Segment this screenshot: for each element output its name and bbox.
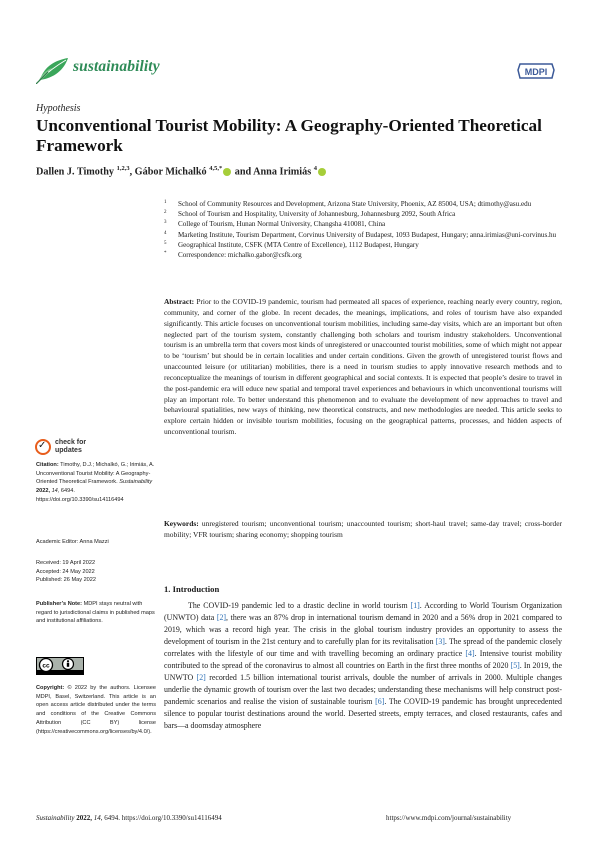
- section-heading: 1. Introduction: [164, 584, 220, 594]
- citation-journal: Sustainability: [119, 479, 153, 486]
- keywords: [164, 519, 562, 541]
- author-1-affil: 1,2,3: [116, 165, 130, 172]
- intro-text: . According to World Tourism Organization (UNWTO) data: [164, 601, 562, 623]
- author-1[interactable]: Dallen J. Timothy: [36, 166, 115, 178]
- article-title: Unconventional Tourist Mobility: A Geography-Oriented Theoretical Framework: [36, 116, 542, 155]
- accepted-date: Accepted: 24 May 2022: [36, 568, 95, 575]
- intro-text: The COVID-19 pandemic led to a drastic decline in world tourism: [188, 601, 408, 610]
- reference-link[interactable]: [2]: [196, 673, 206, 683]
- abstract-text: Prior to the COVID-19 pandemic, tourism had permeated all spaces of experience, reaching nearly every country, region, community, and corner of the globe. In recent decades, the meanings, implications, and roles of tourism have also expanded significantly. This article focuses on unconventional tourism mobilities, including same-day visits, which are an important but often neglected part of the tourism system, constantly challenging both scholars and tourism industry stakeholders. Unconventional tourism is an umbrella term that covers most kinds of unregistered or unaccounted tourist mobilities, some of which might not appear to be ‘tourism’ but should be in certain localities and under certain conditions. Given the growth of unregistered tourist flows and unaccounted leisure (or utilitarian) mobilities, there is a need in tourism studies to apply innovative research methods and to reconceptualize the meanings of tourism in different geographical and social contexts. It is expected that people’s desire to travel in the post-pandemic era will educe new spatial and temporal travel experiences and behaviours in which unconventional tourisms will play an important role. To better understand this phenomenon and to evaluate the development of new approaches to travel and behavioural spatialities, new ways of thinking, new theoretical constructs, and new methodologies are needed. This article seeks to explore certain hidden or invisible tourism mobilities, focusing on the geographical patterns, processes, and hidden aspects of unconventional tourism.: [164, 297, 562, 437]
- affiliation-text: Geographical Institute, CSFK (MTA Centre of Excellence), 1112 Budapest, Hungary: [178, 240, 419, 249]
- citation-doi-link[interactable]: 6494. https://doi.org/10.3390/su14116494: [36, 488, 124, 503]
- affiliation-number: 2: [164, 210, 167, 216]
- reference-link[interactable]: [3]: [435, 637, 445, 647]
- correspondence-email[interactable]: Correspondence: michalko.gabor@csfk.org: [178, 251, 302, 260]
- author-3-affil: 4: [313, 165, 317, 172]
- affiliation-number: 5: [164, 240, 167, 246]
- publisher-note-text: MDPI stays neutral with regard to jurisdictional claims in published maps and institutional affiliations.: [36, 601, 155, 625]
- affiliation-row: [164, 199, 564, 209]
- affiliation-row: [164, 219, 564, 229]
- svg-text:cc: cc: [42, 662, 50, 670]
- affiliation-text: School of Tourism and Hospitality, University of Johannesburg, Johannesburg 2092, South Africa: [178, 210, 456, 219]
- published-date: Published: 26 May 2022: [36, 577, 97, 584]
- intro-text: . Intensive tourist mobility contributed to the spread of the coronavirus to almost all countries on Earth in the first three months of 2020: [164, 649, 562, 671]
- affiliation-text: School of Community Resources and Development, Arizona State University, Phoenix, AZ 85004, USA; dtimothy@asu.edu: [178, 200, 532, 208]
- intro-text: . In 2019, the UNWTO: [164, 661, 562, 683]
- reference-link[interactable]: [6]: [375, 697, 385, 707]
- article-type: Hypothesis: [36, 103, 81, 114]
- footer-year: 2022,: [76, 814, 92, 822]
- abstract-label: Abstract:: [164, 297, 195, 306]
- intro-text: , there was an 87% drop in international tourism demand in 2020 and a 56% drop in 2021 compared to 2019, which was a record high year. The crisis in the global tourism industry provides an opportunity to assess the development of tourism in the 21st century and to carefully plan for its revitalisation: [164, 613, 562, 647]
- affiliation-number: *: [164, 251, 167, 257]
- orcid-icon[interactable]: [223, 168, 231, 176]
- footer-journal: Sustainability: [36, 814, 75, 822]
- introduction-paragraph: [164, 600, 562, 733]
- cc-by-icon[interactable]: [36, 657, 84, 675]
- keywords-text: unregistered tourism; unconventional tourism; unaccounted tourism; short-haul travel; same-day travel; cross-border mobility; VFR tourism; sharing economy; shopping tourism: [164, 519, 562, 539]
- footer-volume: 14,: [93, 814, 103, 822]
- affiliation-row: [164, 230, 564, 240]
- received-date: Received: 19 April 2022: [36, 560, 96, 566]
- citation-text: Timothy, D.J.; Michalkó, G.; Irimiás, A. Unconventional Tourist Mobility: A Geography-Oriented Theoretical Framework.: [36, 462, 155, 486]
- author-list: Dallen J. Timothy $^{1,2,3}$, Gábor Michalkó $^{4,5,*}$ and Anna Irimiás $^4$: [36, 165, 327, 177]
- mdpi-logo[interactable]: [516, 60, 556, 80]
- copyright-label: Copyright:: [36, 685, 65, 691]
- reference-link[interactable]: [5]: [510, 661, 520, 671]
- affiliations: [164, 199, 564, 260]
- academic-editor: Academic Editor: Anna Mazzi: [36, 539, 109, 545]
- publisher-note-label: Publisher’s Note:: [36, 601, 83, 607]
- affiliation-row: [164, 250, 564, 260]
- affiliation-number: 3: [164, 220, 167, 226]
- citation-volume: 14,: [51, 488, 60, 495]
- copyright-text: © 2022 by the authors. Licensee MDPI, Basel, Switzerland. This article is an open access article distributed under the terms and conditions of the Creative Commons Attribution (CC BY) license (https://creativecommons.org/licenses/by/4.0/).: [36, 685, 157, 735]
- affiliation-text: Marketing Institute, Tourism Department, Corvinus University of Budapest, 1093 Budapest, Hungary; anna.irimias@uni-corvinus.hu: [178, 230, 557, 239]
- intro-text: . The spread of the pandemic closely correlates with the lifestyle of our time and with travelling becoming an ordinary practice: [164, 637, 562, 659]
- affiliation-number: 4: [164, 230, 167, 236]
- check-for-updates-label: check for updates: [55, 439, 87, 454]
- orcid-icon[interactable]: [318, 168, 326, 176]
- abstract: [164, 297, 562, 438]
- mdpi-logo-text: MDPI: [524, 67, 548, 77]
- footer-citation: [36, 814, 222, 822]
- checkmark-icon: ✓: [38, 440, 47, 451]
- citation-label: Citation:: [36, 462, 59, 468]
- author-2[interactable]: Gábor Michalkó: [134, 166, 207, 178]
- intro-text: recorded 1.5 billion international tourist arrivals, double the number of arrivals in 2000. Multiple changes underlie the dynamic growth of tourism over the last two decades; understanding these mechanisms will help construct post-pandemic scenarios and realise the vision of sustainable tourism: [164, 673, 562, 707]
- copyright-block: [36, 684, 156, 736]
- journal-name[interactable]: sustainability: [73, 58, 160, 75]
- keywords-label: Keywords:: [164, 519, 199, 528]
- reference-link[interactable]: [2]: [216, 613, 227, 623]
- intro-text: . The COVID-19 pandemic has brought unprecedented silence to popular tourist destinations around the world. Deserted streets, empty terraces, and closed restaurants, cafes and bars—a doomsday atmosphere: [164, 697, 562, 731]
- footer-journal-url[interactable]: https://www.mdpi.com/journal/sustainability: [386, 814, 512, 822]
- affiliation-text: College of Tourism, Hunan Normal University, Changsha 410081, China: [178, 220, 386, 229]
- publication-dates: [36, 559, 156, 585]
- affiliation-number: 1: [164, 200, 167, 205]
- affiliation-row: [164, 240, 564, 250]
- reference-link[interactable]: [1]: [410, 601, 420, 610]
- publisher-note: [36, 600, 156, 626]
- check-for-updates-button[interactable]: [35, 439, 89, 457]
- reference-link[interactable]: [4]: [465, 649, 475, 659]
- author-2-affil: 4,5,*: [209, 165, 223, 172]
- footer-doi-link[interactable]: 6494. https://doi.org/10.3390/su14116494: [104, 814, 222, 822]
- author-3[interactable]: and Anna Irimiás: [234, 166, 312, 178]
- leaf-icon: [36, 54, 70, 84]
- citation-block: [36, 461, 156, 505]
- affiliation-row: [164, 209, 564, 219]
- citation-year: 2022,: [36, 488, 50, 495]
